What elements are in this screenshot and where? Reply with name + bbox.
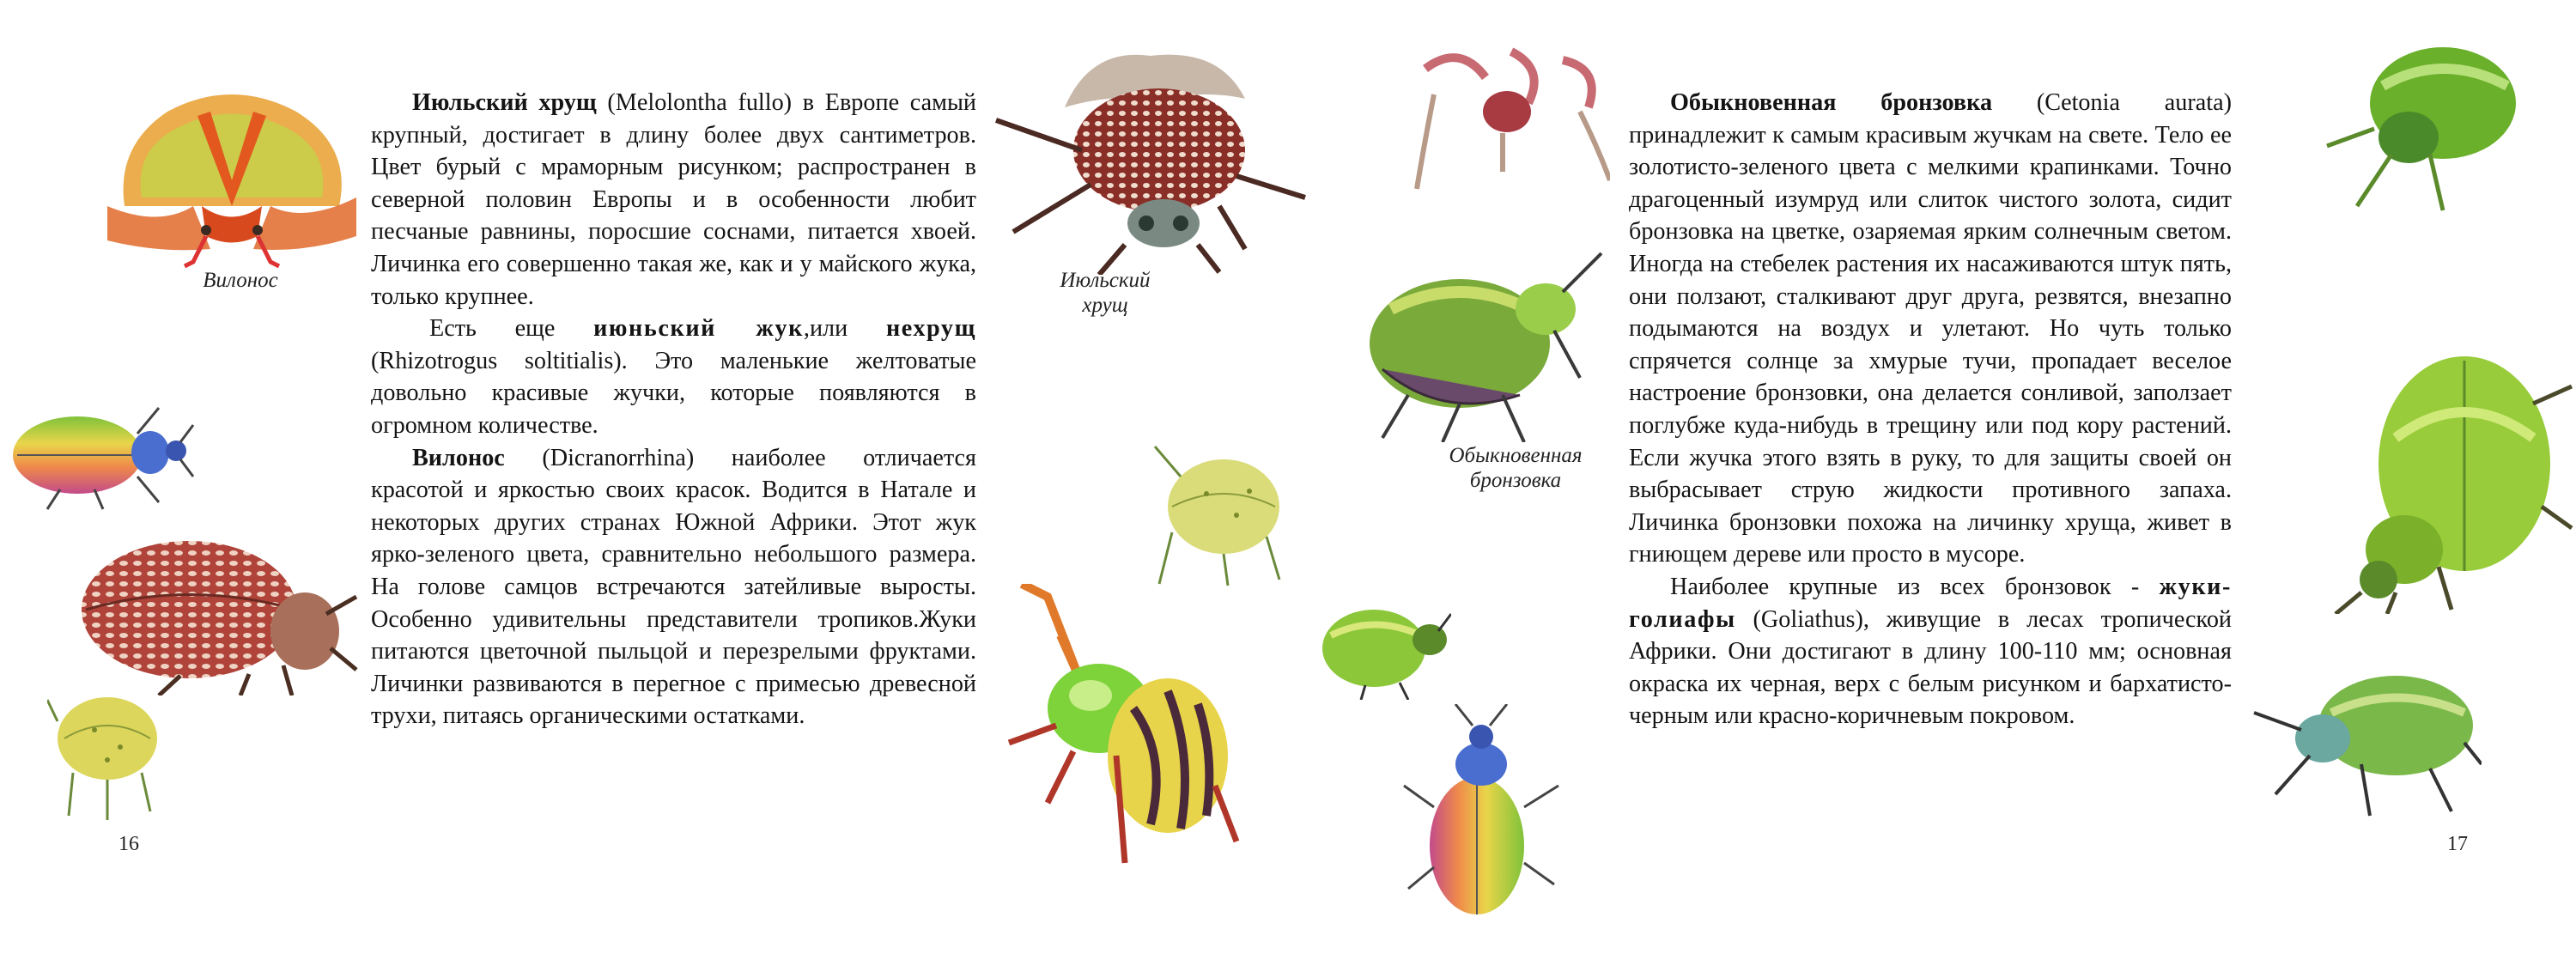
rainbow-beetle-illustration (9, 391, 197, 511)
right-page-text (1629, 87, 2232, 732)
term-july-khrushch: Июльский хрущ (412, 89, 597, 116)
caption-line: Июльский (1060, 269, 1151, 292)
term-goliath: жуки-голиафы (1629, 573, 2233, 633)
paragraph-body: (Dicranorrhina) наиболее отличается красотой и яркостью своих красок. Водится в Натале и некоторых других странах Южной Африки. Этот жук ярко-зеленого цвета, сравнительно небольшого размера. На голове самцов встречаются затейливые выросты. Особенно удивительны представители тропиков.Жуки питаются цветочной пыльцой и перезрелыми фруктами. Личинки развиваются в перегное с примесью древесной трухи, питаясь органическими остатками. (371, 444, 976, 730)
paragraph-body: (Rhizotrogus soltitialis). Это маленькие желтоватые довольно красивые жучки, которые появляются в огромном количестве. (371, 347, 976, 439)
goliath-green-beetle-illustration (2310, 335, 2576, 614)
paragraph-june-beetle (371, 313, 976, 441)
paragraph-intro: Наиболее крупные из всех бронзовок - (1670, 573, 2140, 600)
vilonos-beetle-front-illustration (107, 77, 356, 270)
yellow-beetle-illustration (1146, 438, 1288, 588)
paragraph-bronzovka (1629, 87, 2232, 571)
vilonos-beetle-illustration (996, 584, 1254, 867)
term-bronzovka: Обыкновенная бронзовка (1670, 89, 1993, 116)
left-page-text (371, 87, 976, 732)
paragraph-july-khrushch (371, 87, 976, 313)
page-number-left: 16 (118, 833, 139, 855)
green-beetle-small-illustration (1314, 592, 1451, 700)
page-number-right: 17 (2447, 833, 2468, 855)
yellow-june-beetle-illustration (47, 678, 176, 820)
paragraph-body: (Melolontha fullo) в Европе самый крупный, достигает в длину более двух сантиметров. Цвет бурый с мраморным рисунком; распространен в северной половин Европы и в особенности любит песчаные равнины, поросшие соснами, питается хвоей. Личинка его совершенно такая же, как и у майского жука, только крупнее. (371, 89, 976, 310)
term-vilonos: Вилонос (412, 444, 505, 471)
caption-line: хрущ (1082, 294, 1128, 317)
paragraph-body: (Cetonia aurata) принадлежит к самым красивым жучкам на свете. Тело ее золотисто-зеленого цвета с мелкими крапинками. Точно драгоценный изумруд или слиток чистого золота, сидит бронзовка на цветке, озаряемая ярким солнечным светом. Иногда на стебелек растения их насаживаются штук пять, они ползают, сталкивают друг друга, резвятся, внезапно подымаются на воздух и улетают. Но чуть только спрячется солнце за хмурые тучи, пропадает веселое настроение бронзовки, она делается сонливой, заползает поглубже куда-нибудь в трещину или под кору растений. Если жучка этого взять в руку, то для защиты своей он выбрасывает струю жидкости противного запаха. Личинка бронзовки похожа на личинку хруща, живет в гниющем дереве или просто в мусоре. (1629, 89, 2233, 568)
green-beetle-side-illustration (2250, 661, 2482, 820)
paragraph-body: (Goliathus), живущие в лесах тропической Африки. Они достигают в длину 100-110 мм; основная окраска их черная, верх с белым рисунком и бархатисто-черным или красно-коричневым покровом. (1629, 605, 2232, 730)
july-khrushch-illustration (962, 47, 1309, 275)
paragraph-vilonos (371, 442, 976, 732)
caption-july-khrushch (1041, 268, 1170, 318)
paragraph-goliath (1629, 571, 2232, 732)
paragraph-connector: ,или (803, 315, 848, 343)
caption-bronzovka (1438, 443, 1593, 493)
caption-line: бронзовка (1469, 469, 1562, 492)
term-june-beetle: июньский жук (593, 315, 804, 343)
green-beetle-illustration (2323, 34, 2520, 215)
flower-illustration (1408, 43, 1610, 193)
marbled-khrushch-beetle-illustration (77, 528, 361, 696)
paragraph-intro: Есть еще (429, 315, 556, 343)
bronzovka-flying-illustration (1357, 249, 1606, 442)
caption-vilonos: Вилонос (203, 269, 278, 292)
caption-line: Обыкновенная (1449, 444, 1583, 467)
rainbow-beetle-illustration (1395, 704, 1567, 923)
term-nekhrushch: нехрущ (885, 315, 977, 343)
